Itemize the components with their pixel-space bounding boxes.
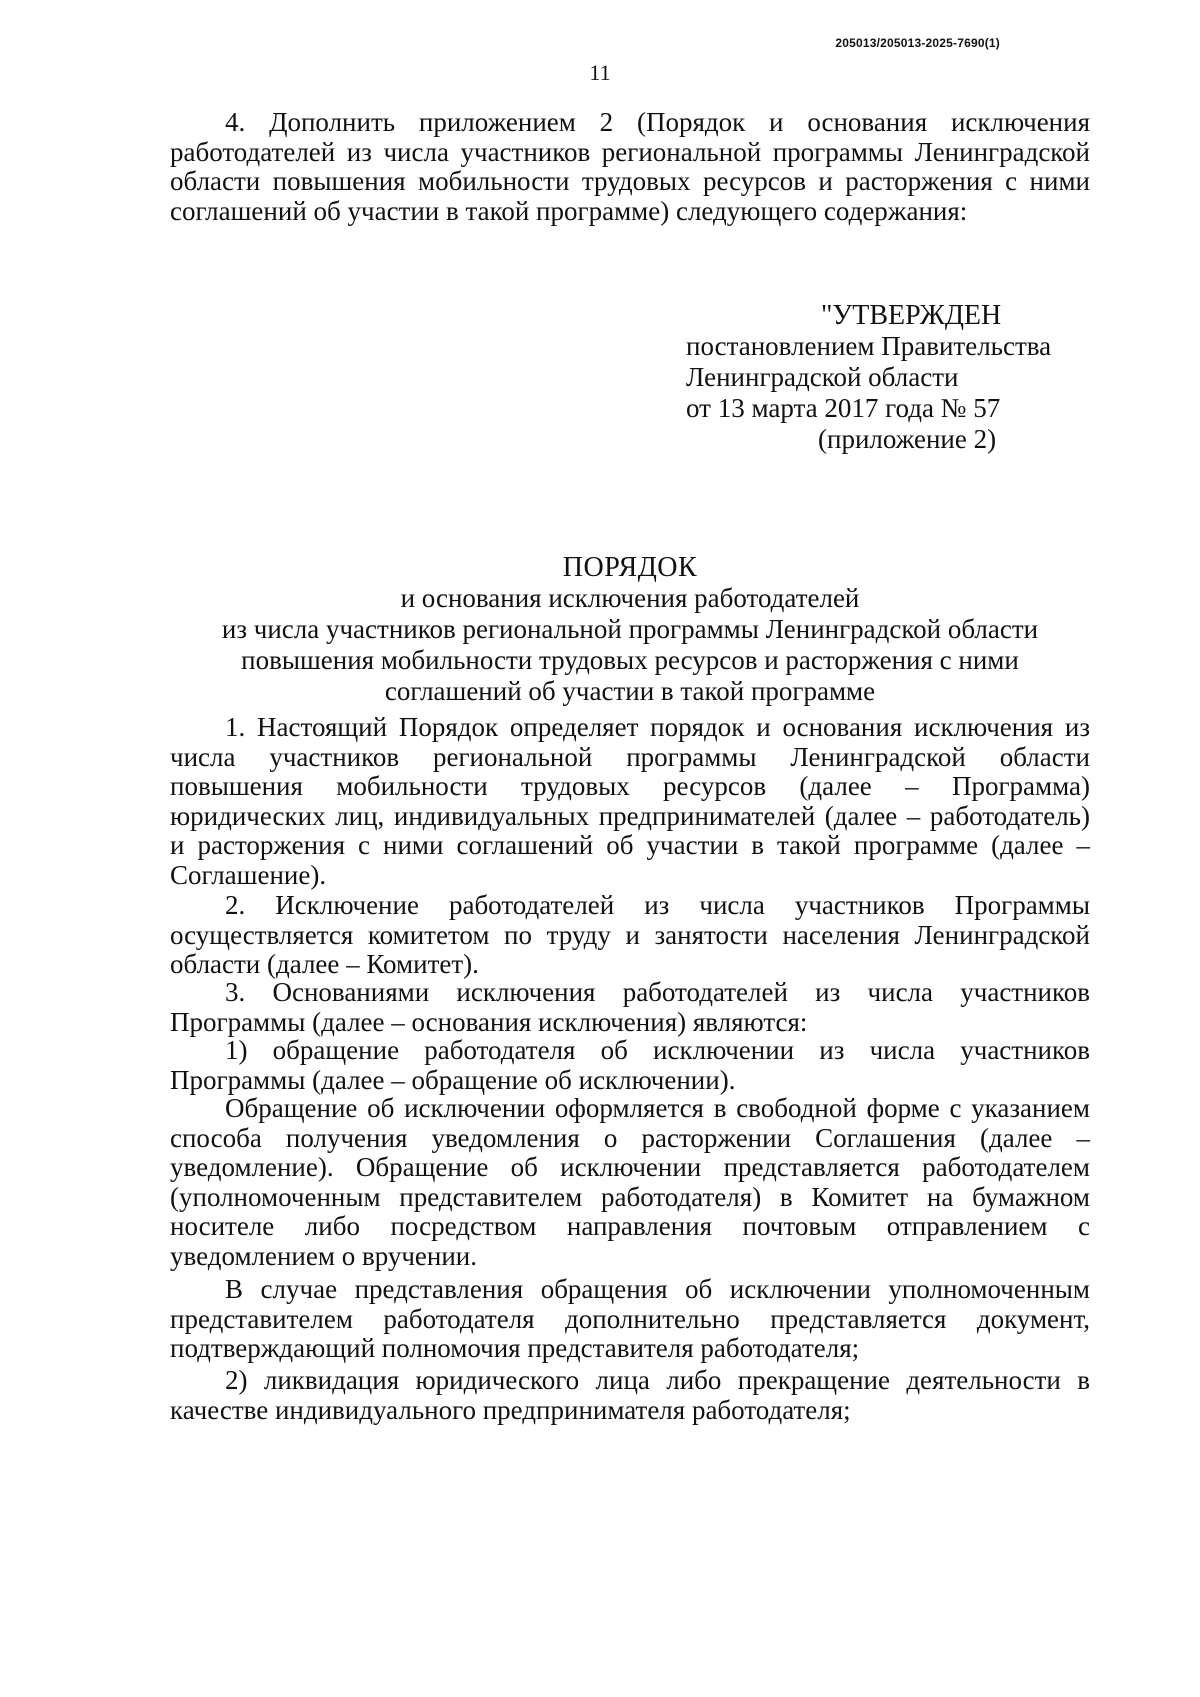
approval-title: "УТВЕРЖДЕН bbox=[821, 300, 1002, 331]
approval-line-1: постановлением Правительства bbox=[686, 331, 1052, 361]
paragraph-5: Обращение об исключении оформляется в свободной форме с указанием способа получения уведомления о расторжении Соглашения (далее – уведомление). Обращение об исключении представляется работодателем (уполномоченным представителем работодателя) в Комитет на бумажном носителе либо посредством направления почтовым отправлением с уведомлением о вручении. bbox=[170, 1093, 1090, 1271]
document-title-block bbox=[170, 552, 1090, 707]
document-id: 205013/205013-2025-7690(1) bbox=[835, 36, 1000, 50]
page-number: 11 bbox=[589, 60, 611, 85]
paragraph-4: 1) обращение работодателя об исключении из числа участников Программы (далее – обращение об исключении). bbox=[170, 1035, 1090, 1095]
document-title: ПОРЯДОК bbox=[562, 552, 698, 583]
approval-stamp-block bbox=[686, 300, 1086, 455]
paragraph-7: 2) ликвидация юридического лица либо прекращение деятельности в качестве индивидуального предпринимателя работодателя; bbox=[170, 1365, 1090, 1425]
paragraph-3: 3. Основаниями исключения работодателей из числа участников Программы (далее – основания исключения) являются: bbox=[170, 977, 1090, 1037]
document-subtitle-line-4: соглашений об участии в такой программе bbox=[384, 676, 876, 706]
approval-line-2: Ленинградской области bbox=[686, 362, 959, 392]
paragraph-1: 1. Настоящий Порядок определяет порядок и основания исключения из числа участников региональной программы Ленинградской области повышения мобильности трудовых ресурсов (далее – Программа) юридических лиц, индивидуальных предпринимателей (далее – работодатель) и расторжения с ними соглашений об участии в такой программе (далее – Соглашение). bbox=[170, 712, 1090, 890]
approval-line-3: от 13 марта 2017 года № 57 bbox=[686, 393, 1001, 423]
document-subtitle-line-3: повышения мобильности трудовых ресурсов и расторжения с ними bbox=[241, 645, 1019, 675]
document-subtitle-line-2: из числа участников региональной программы Ленинградской области bbox=[221, 614, 1039, 644]
approval-appendix: (приложение 2) bbox=[818, 424, 997, 454]
intro-paragraph: 4. Дополнить приложением 2 (Порядок и основания исключения работодателей из числа участников региональной программы Ленинградской области повышения мобильности трудовых ресурсов и расторжения с ними соглашений об участии в такой программе) следующего содержания: bbox=[170, 107, 1090, 226]
paragraph-2: 2. Исключение работодателей из числа участников Программы осуществляется комитетом по труду и занятости населения Ленинградской области (далее – Комитет). bbox=[170, 890, 1090, 979]
paragraph-6: В случае представления обращения об исключении уполномоченным представителем работодателя дополнительно представляется документ, подтверждающий полномочия представителя работодателя; bbox=[170, 1274, 1090, 1363]
document-subtitle-line-1: и основания исключения работодателей bbox=[400, 583, 860, 613]
